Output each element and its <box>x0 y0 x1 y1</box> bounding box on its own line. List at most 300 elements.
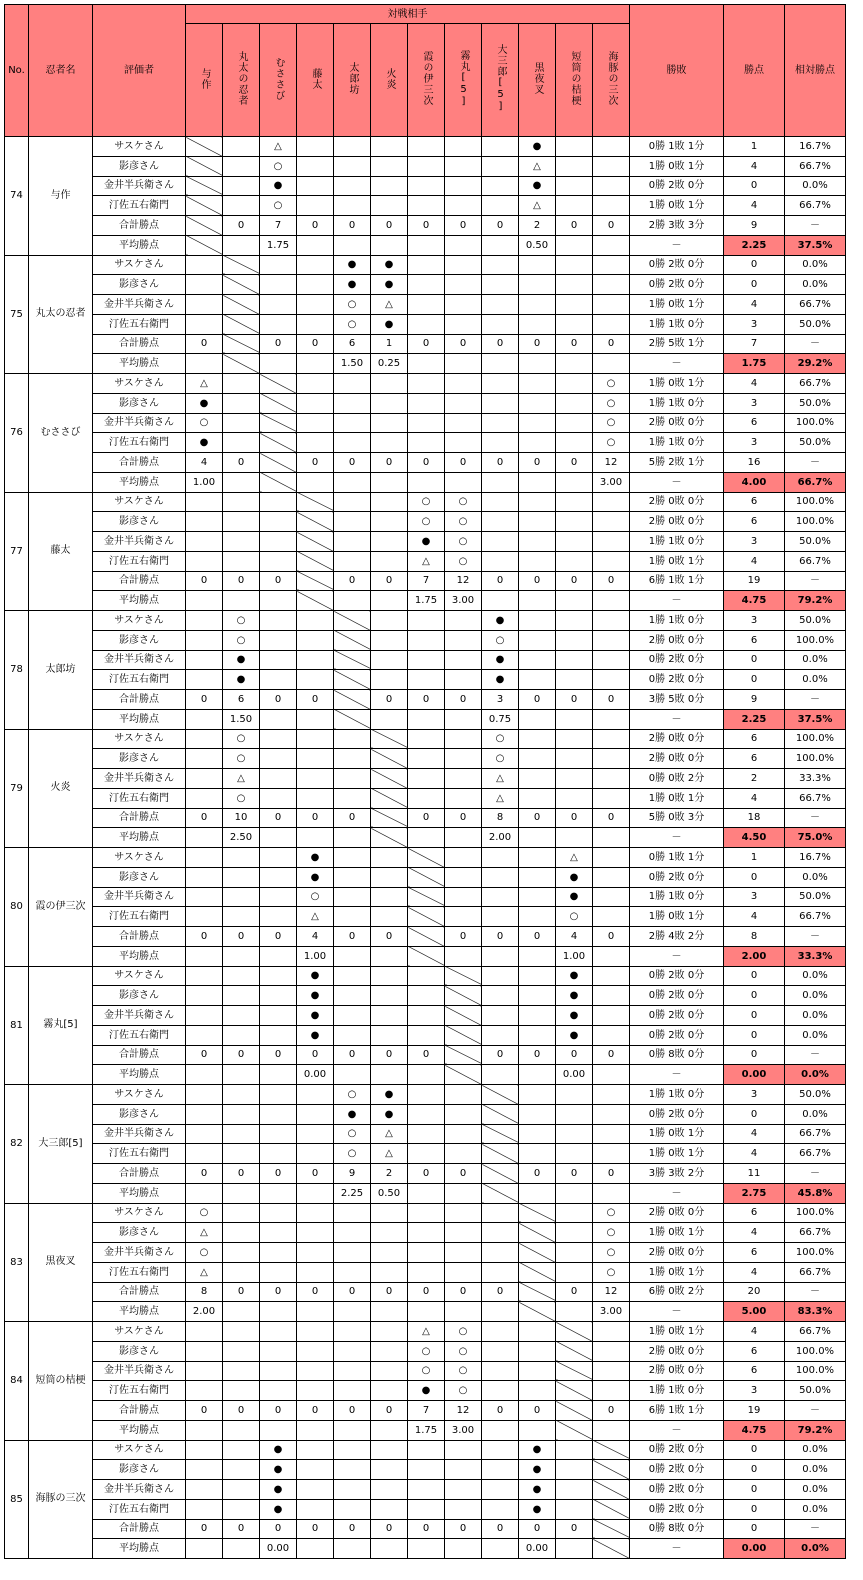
reviewer-name: 影彦さん <box>93 393 186 413</box>
match-result-cell <box>223 176 260 196</box>
match-result-cell <box>445 1124 482 1144</box>
self-match-cell <box>334 670 371 690</box>
reviewer-row <box>5 433 846 453</box>
match-result-cell <box>408 611 445 631</box>
match-result-cell <box>593 314 630 334</box>
record-cell: 0勝 8敗 0分 <box>630 1045 724 1065</box>
summary-cell: 0 <box>482 571 519 591</box>
summary-cell <box>445 472 482 492</box>
match-result-cell <box>593 1025 630 1045</box>
relative-points-cell: 100.0% <box>785 749 846 769</box>
summary-cell: 1.75 <box>408 591 445 611</box>
summary-cell <box>371 1420 408 1440</box>
summary-cell <box>408 1183 445 1203</box>
summary-cell <box>334 1539 371 1559</box>
match-result-cell: ○ <box>186 1243 223 1263</box>
match-result-cell <box>556 630 593 650</box>
summary-cell <box>297 1539 334 1559</box>
relative-points-cell: 50.0% <box>785 393 846 413</box>
reviewer-name: 金井半兵衛さん <box>93 1006 186 1026</box>
relative-points-cell: 100.0% <box>785 1203 846 1223</box>
ninja-number: 84 <box>5 1322 29 1441</box>
opponent-name: むささび <box>273 56 284 101</box>
match-result-cell <box>445 393 482 413</box>
match-result-cell <box>186 1144 223 1164</box>
points-cell: 0 <box>724 867 785 887</box>
summary-cell: 3.00 <box>593 472 630 492</box>
points-cell: 8 <box>724 927 785 947</box>
match-result-cell: ○ <box>593 393 630 413</box>
match-result-cell: ● <box>260 1440 297 1460</box>
reviewer-name: 金井半兵衛さん <box>93 1361 186 1381</box>
match-result-cell <box>334 1381 371 1401</box>
summary-cell: 2.50 <box>223 828 260 848</box>
match-result-cell <box>223 1243 260 1263</box>
reviewer-row <box>5 1480 846 1500</box>
relative-points-cell: 0.0% <box>785 176 846 196</box>
match-result-cell <box>223 1144 260 1164</box>
points-cell: 4 <box>724 788 785 808</box>
points-cell: 0 <box>724 176 785 196</box>
match-result-cell: △ <box>186 374 223 394</box>
match-result-cell: ● <box>334 1104 371 1124</box>
match-result-cell <box>445 729 482 749</box>
summary-cell: 1.00 <box>297 946 334 966</box>
points-cell: 4 <box>724 907 785 927</box>
match-result-cell <box>445 1460 482 1480</box>
summary-cell <box>371 1539 408 1559</box>
match-result-cell <box>445 1223 482 1243</box>
summary-cell <box>445 1539 482 1559</box>
ninja-name: 霧丸[5] <box>29 966 93 1085</box>
points-cell: 3 <box>724 433 785 453</box>
self-match-cell <box>482 1183 519 1203</box>
relative-points-cell: 66.7% <box>785 1262 846 1282</box>
match-result-cell <box>260 907 297 927</box>
match-result-cell: ○ <box>445 532 482 552</box>
reviewer-row <box>5 848 846 868</box>
match-result-cell <box>371 433 408 453</box>
total-row <box>5 571 846 591</box>
match-result-cell <box>297 769 334 789</box>
match-result-cell <box>186 255 223 275</box>
match-result-cell <box>519 788 556 808</box>
self-match-cell <box>519 1282 556 1302</box>
summary-cell: 0 <box>186 1045 223 1065</box>
match-result-cell <box>371 492 408 512</box>
match-result-cell <box>593 749 630 769</box>
match-result-cell <box>445 413 482 433</box>
match-result-cell: ● <box>482 670 519 690</box>
match-result-cell: ● <box>371 255 408 275</box>
summary-cell: 2.25 <box>334 1183 371 1203</box>
summary-cell <box>223 1302 260 1322</box>
match-result-cell <box>260 630 297 650</box>
match-result-cell <box>186 887 223 907</box>
match-result-cell: ● <box>482 650 519 670</box>
summary-cell: 0 <box>445 808 482 828</box>
reviewer-name: 影彦さん <box>93 1460 186 1480</box>
match-result-cell <box>186 907 223 927</box>
opponent-name: 黒夜叉 <box>532 62 543 95</box>
match-result-cell <box>482 156 519 176</box>
match-result-cell <box>408 176 445 196</box>
summary-cell: 0 <box>186 571 223 591</box>
match-result-cell <box>408 630 445 650</box>
summary-cell: 0 <box>482 1282 519 1302</box>
match-result-cell <box>334 137 371 157</box>
match-result-cell <box>334 1460 371 1480</box>
match-result-cell: ● <box>556 986 593 1006</box>
match-result-cell: ● <box>260 1480 297 1500</box>
summary-cell <box>556 235 593 255</box>
match-result-cell <box>519 1341 556 1361</box>
record-cell: 0勝 2敗 0分 <box>630 1440 724 1460</box>
summary-cell <box>260 709 297 729</box>
record-cell: 6勝 0敗 2分 <box>630 1282 724 1302</box>
summary-cell: 0 <box>371 571 408 591</box>
match-result-cell <box>186 275 223 295</box>
self-match-cell <box>186 196 223 216</box>
match-result-cell <box>371 650 408 670</box>
match-result-cell <box>334 848 371 868</box>
match-result-cell: ● <box>556 867 593 887</box>
match-result-cell <box>556 512 593 532</box>
match-result-cell: ○ <box>593 413 630 433</box>
relative-points-cell: 50.0% <box>785 887 846 907</box>
record-cell: 2勝 0敗 0分 <box>630 413 724 433</box>
summary-cell <box>297 1420 334 1440</box>
summary-cell <box>260 1183 297 1203</box>
summary-cell: 0.75 <box>482 709 519 729</box>
summary-cell: 0 <box>556 1282 593 1302</box>
summary-cell <box>223 1420 260 1440</box>
summary-cell: 0 <box>408 690 445 710</box>
summary-cell <box>223 591 260 611</box>
record-cell: － <box>630 1302 724 1322</box>
summary-cell: 0 <box>334 571 371 591</box>
self-match-cell <box>223 354 260 374</box>
record-cell: 0勝 2敗 0分 <box>630 176 724 196</box>
match-result-cell <box>519 393 556 413</box>
summary-cell <box>519 709 556 729</box>
self-match-cell <box>519 1243 556 1263</box>
match-result-cell <box>223 532 260 552</box>
reviewer-row <box>5 1341 846 1361</box>
match-result-cell <box>334 907 371 927</box>
reviewer-name: サスケさん <box>93 374 186 394</box>
summary-cell <box>482 946 519 966</box>
match-result-cell <box>186 1381 223 1401</box>
summary-cell: 0 <box>260 927 297 947</box>
self-match-cell <box>556 1381 593 1401</box>
self-match-cell <box>334 611 371 631</box>
points-cell: 6 <box>724 512 785 532</box>
match-result-cell <box>223 1322 260 1342</box>
match-result-cell <box>556 275 593 295</box>
match-result-cell <box>186 295 223 315</box>
record-cell: 6勝 1敗 1分 <box>630 1401 724 1421</box>
record-cell: 1勝 0敗 1分 <box>630 295 724 315</box>
self-match-cell <box>260 374 297 394</box>
reviewer-name: 汀佐五右衛門 <box>93 1144 186 1164</box>
reviewer-row <box>5 512 846 532</box>
match-result-cell <box>593 1124 630 1144</box>
header-opponent <box>556 24 593 137</box>
summary-cell: 0 <box>445 334 482 354</box>
points-cell: 16 <box>724 453 785 473</box>
reviewer-name: 影彦さん <box>93 1223 186 1243</box>
match-result-cell <box>186 749 223 769</box>
match-result-cell: ○ <box>223 749 260 769</box>
record-cell: 1勝 0敗 1分 <box>630 1262 724 1282</box>
match-result-cell <box>371 611 408 631</box>
match-result-cell <box>223 512 260 532</box>
ninja-name: 大三郎[5] <box>29 1085 93 1204</box>
relative-points-cell: 100.0% <box>785 630 846 650</box>
match-result-cell <box>186 1460 223 1480</box>
summary-cell <box>334 1420 371 1440</box>
average-row <box>5 1302 846 1322</box>
self-match-cell <box>334 630 371 650</box>
summary-cell: 0 <box>260 808 297 828</box>
summary-cell: 12 <box>445 1401 482 1421</box>
summary-cell: 0 <box>556 453 593 473</box>
reviewer-row <box>5 1440 846 1460</box>
match-result-cell: ○ <box>445 512 482 532</box>
summary-cell <box>334 235 371 255</box>
record-cell: 1勝 0敗 1分 <box>630 788 724 808</box>
match-result-cell: ○ <box>445 1381 482 1401</box>
summary-label: 平均勝点 <box>93 1539 186 1559</box>
match-result-cell <box>297 314 334 334</box>
total-row <box>5 1282 846 1302</box>
match-result-cell <box>186 1085 223 1105</box>
match-result-cell <box>297 1262 334 1282</box>
summary-label: 合計勝点 <box>93 1401 186 1421</box>
record-cell: 2勝 0敗 0分 <box>630 1243 724 1263</box>
match-result-cell: ● <box>556 887 593 907</box>
match-result-cell: ● <box>519 176 556 196</box>
average-row <box>5 1420 846 1440</box>
match-result-cell <box>408 413 445 433</box>
summary-cell: 0 <box>445 1164 482 1184</box>
match-result-cell <box>556 374 593 394</box>
record-cell: 2勝 0敗 0分 <box>630 1361 724 1381</box>
self-match-cell <box>556 1341 593 1361</box>
summary-cell <box>445 709 482 729</box>
self-match-cell <box>334 709 371 729</box>
match-result-cell <box>186 551 223 571</box>
match-result-cell: ● <box>482 611 519 631</box>
summary-cell: 0.25 <box>371 354 408 374</box>
match-result-cell <box>334 196 371 216</box>
summary-cell <box>371 946 408 966</box>
summary-cell <box>334 472 371 492</box>
record-cell: 2勝 5敗 1分 <box>630 334 724 354</box>
match-result-cell <box>593 295 630 315</box>
ninja-number: 75 <box>5 255 29 374</box>
summary-cell <box>593 1420 630 1440</box>
summary-cell: 0 <box>334 1519 371 1539</box>
relative-points-cell: 0.0% <box>785 1104 846 1124</box>
match-result-cell <box>445 867 482 887</box>
ninja-number: 80 <box>5 848 29 967</box>
match-result-cell <box>408 314 445 334</box>
relative-points-cell: 50.0% <box>785 314 846 334</box>
match-result-cell <box>371 1381 408 1401</box>
match-result-cell <box>371 196 408 216</box>
match-result-cell <box>482 1361 519 1381</box>
match-result-cell: ● <box>371 314 408 334</box>
match-result-cell <box>334 1025 371 1045</box>
match-result-cell <box>260 887 297 907</box>
summary-cell <box>482 1420 519 1440</box>
match-result-cell <box>371 1203 408 1223</box>
match-result-cell: ● <box>519 137 556 157</box>
reviewer-row <box>5 986 846 1006</box>
points-cell: 9 <box>724 216 785 236</box>
points-cell: 7 <box>724 334 785 354</box>
match-result-cell <box>260 729 297 749</box>
self-match-cell <box>519 1262 556 1282</box>
summary-label: 合計勝点 <box>93 453 186 473</box>
self-match-cell <box>445 1006 482 1026</box>
points-cell: 3 <box>724 393 785 413</box>
match-result-cell <box>223 1460 260 1480</box>
summary-cell <box>482 235 519 255</box>
match-result-cell: ○ <box>408 512 445 532</box>
match-result-cell: ● <box>297 867 334 887</box>
match-result-cell <box>556 433 593 453</box>
record-cell: 0勝 2敗 0分 <box>630 867 724 887</box>
match-result-cell <box>408 769 445 789</box>
match-result-cell <box>445 1243 482 1263</box>
summary-cell: 0 <box>593 927 630 947</box>
match-result-cell <box>260 1144 297 1164</box>
match-result-cell <box>593 1322 630 1342</box>
self-match-cell <box>556 1361 593 1381</box>
match-result-cell <box>297 433 334 453</box>
record-cell: 2勝 0敗 0分 <box>630 1203 724 1223</box>
reviewer-name: 汀佐五右衛門 <box>93 196 186 216</box>
summary-cell <box>297 709 334 729</box>
record-cell: 1勝 1敗 0分 <box>630 611 724 631</box>
match-result-cell <box>260 670 297 690</box>
reviewer-row <box>5 1203 846 1223</box>
match-result-cell <box>186 1440 223 1460</box>
summary-cell: 0 <box>223 1282 260 1302</box>
match-result-cell <box>297 1381 334 1401</box>
match-result-cell <box>408 1085 445 1105</box>
record-cell: － <box>630 235 724 255</box>
match-result-cell <box>334 729 371 749</box>
match-result-cell <box>482 275 519 295</box>
ninja-number: 83 <box>5 1203 29 1322</box>
match-result-cell <box>260 966 297 986</box>
summary-cell <box>186 591 223 611</box>
match-result-cell <box>519 1124 556 1144</box>
summary-cell <box>556 1539 593 1559</box>
relative-points-cell: － <box>785 216 846 236</box>
reviewer-row <box>5 393 846 413</box>
match-result-cell <box>556 1203 593 1223</box>
summary-cell: 0 <box>371 690 408 710</box>
results-table <box>4 4 846 1559</box>
summary-label: 合計勝点 <box>93 1519 186 1539</box>
record-cell: 1勝 1敗 0分 <box>630 532 724 552</box>
match-result-cell <box>297 1361 334 1381</box>
match-result-cell <box>260 788 297 808</box>
match-result-cell <box>371 512 408 532</box>
points-cell: 0 <box>724 1499 785 1519</box>
match-result-cell <box>297 630 334 650</box>
total-row <box>5 1045 846 1065</box>
match-result-cell: ○ <box>186 413 223 433</box>
summary-cell <box>593 354 630 374</box>
summary-cell <box>445 1183 482 1203</box>
match-result-cell <box>260 492 297 512</box>
ninja-name: 霞の伊三次 <box>29 848 93 967</box>
reviewer-row <box>5 1243 846 1263</box>
record-cell: 2勝 3敗 3分 <box>630 216 724 236</box>
match-result-cell <box>297 1499 334 1519</box>
match-result-cell <box>260 1006 297 1026</box>
match-result-cell <box>408 986 445 1006</box>
summary-cell <box>519 591 556 611</box>
match-result-cell <box>260 275 297 295</box>
summary-cell: 0 <box>445 216 482 236</box>
match-result-cell <box>297 1203 334 1223</box>
match-result-cell <box>445 670 482 690</box>
match-result-cell <box>371 1480 408 1500</box>
match-result-cell <box>445 769 482 789</box>
summary-label: 合計勝点 <box>93 216 186 236</box>
match-result-cell <box>371 848 408 868</box>
summary-cell <box>260 1065 297 1085</box>
match-result-cell <box>482 1203 519 1223</box>
points-cell: 4 <box>724 1223 785 1243</box>
match-result-cell: △ <box>223 769 260 789</box>
ninja-name: 藤太 <box>29 492 93 611</box>
match-result-cell <box>371 1262 408 1282</box>
reviewer-row <box>5 314 846 334</box>
match-result-cell <box>371 551 408 571</box>
summary-cell: 12 <box>593 1282 630 1302</box>
summary-cell: 0 <box>556 334 593 354</box>
reviewer-row <box>5 1499 846 1519</box>
match-result-cell: △ <box>519 196 556 216</box>
reviewer-name: 汀佐五右衛門 <box>93 1025 186 1045</box>
summary-cell: 0.50 <box>519 235 556 255</box>
match-result-cell <box>445 433 482 453</box>
match-result-cell: △ <box>519 156 556 176</box>
self-match-cell <box>519 1302 556 1322</box>
match-result-cell <box>260 611 297 631</box>
match-result-cell <box>334 433 371 453</box>
reviewer-name: サスケさん <box>93 611 186 631</box>
summary-cell: 1.50 <box>223 709 260 729</box>
summary-label: 平均勝点 <box>93 591 186 611</box>
match-result-cell: ○ <box>223 630 260 650</box>
self-match-cell <box>556 1420 593 1440</box>
ninja-number: 76 <box>5 374 29 493</box>
match-result-cell <box>371 1361 408 1381</box>
summary-cell: 0 <box>519 453 556 473</box>
match-result-cell <box>556 551 593 571</box>
points-cell: 4.00 <box>724 472 785 492</box>
summary-cell: 0 <box>482 334 519 354</box>
